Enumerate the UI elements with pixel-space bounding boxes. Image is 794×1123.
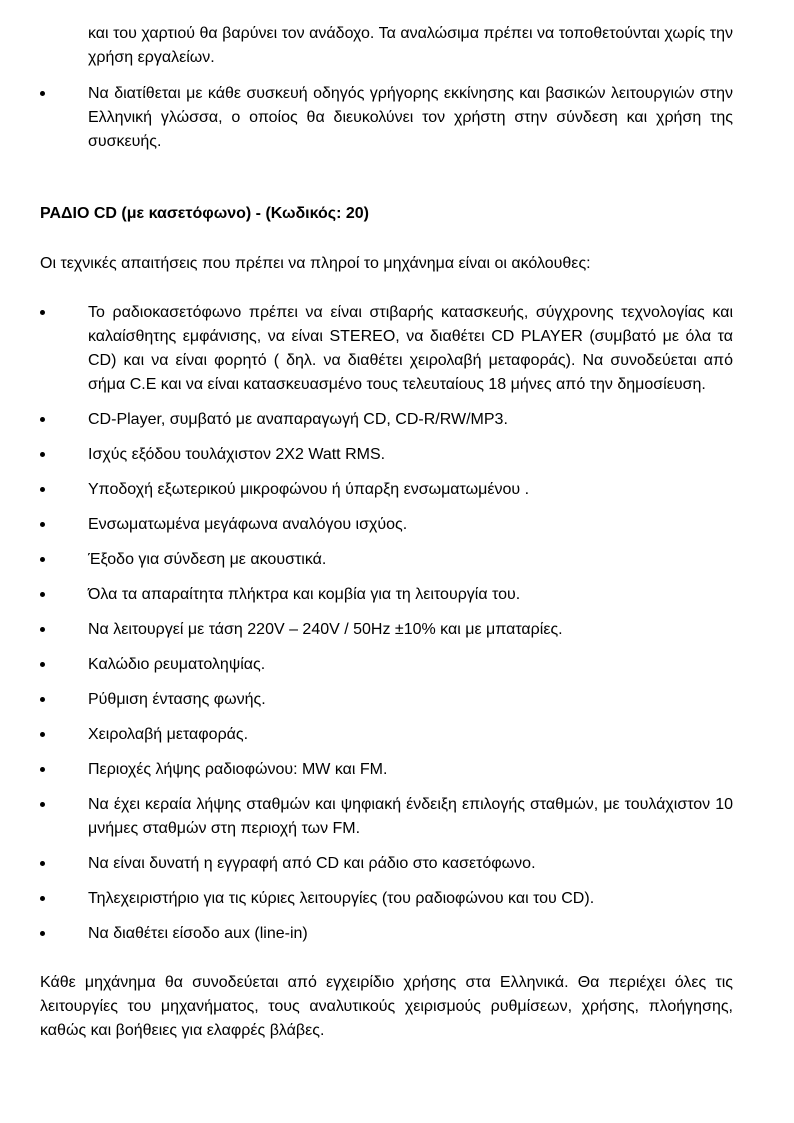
continued-bullet-text: και του χαρτιού θα βαρύνει τον ανάδοχο. Τα αναλώσιμα πρέπει να τοποθετούνται χωρίς την χρήση εργαλείων. [88, 25, 733, 66]
bullet-item-quick-guide [40, 82, 733, 154]
bullet-icon [40, 452, 45, 457]
list-item: Το ραδιοκασετόφωνο πρέπει να είναι στιβαρής κατασκευής, σύγχρονης τεχνολογίας και καλαίσθητης εμφάνισης, να είναι STEREO, να διαθέτει CD PLAYER (συμβατό με όλα τα CD) και να είναι φορητό ( δηλ. να διαθέτει χειρολαβή μεταφοράς). Να συνοδεύεται από σήμα C.E και να είναι κατασκευασμένο τους τελευταίους 18 μήνες από την δημοσίευση. [40, 301, 733, 397]
list-item: Να έχει κεραία λήψης σταθμών και ψηφιακή ένδειξη επιλογής σταθμών, με τουλάχιστον 10 μνήμες σταθμών στη περιοχή των FM. [40, 793, 733, 841]
document-page [40, 22, 733, 1043]
requirements-list [40, 301, 733, 946]
list-item: CD-Player, συμβατό με αναπαραγωγή CD, CD-R/RW/MP3. [40, 408, 733, 432]
bullet-icon [40, 861, 45, 866]
bullet-text: Να διατίθεται με κάθε συσκευή οδηγός γρήγορης εκκίνησης και βασικών λειτουργιών στην Ελληνική γλώσσα, ο οποίος θα διευκολύνει τον χρήστη στην σύνδεση και χρήση της συσκευής. [88, 85, 733, 150]
lead-paragraph: Οι τεχνικές απαιτήσεις που πρέπει να πληροί το μηχάνημα είναι οι ακόλουθες: [40, 255, 591, 272]
bullet-icon [40, 931, 45, 936]
list-item: Περιοχές λήψης ραδιοφώνου: MW και FM. [40, 758, 733, 782]
list-item: Καλώδιο ρευματοληψίας. [40, 653, 733, 677]
bullet-icon [40, 487, 45, 492]
bullet-icon [40, 896, 45, 901]
bullet-icon [40, 732, 45, 737]
list-item: Να διαθέτει είσοδο aux (line-in) [40, 922, 733, 946]
bullet-icon [40, 802, 45, 807]
list-item: Υποδοχή εξωτερικού μικροφώνου ή ύπαρξη ενσωματωμένου . [40, 478, 733, 502]
list-item: Να είναι δυνατή η εγγραφή από CD και ράδιο στο κασετόφωνο. [40, 852, 733, 876]
list-item: Χειρολαβή μεταφοράς. [40, 723, 733, 747]
section-heading: ΡΑΔΙΟ CD (με κασετόφωνο) - (Κωδικός: 20) [40, 205, 370, 222]
list-item: Να λειτουργεί με τάση 220V – 240V / 50Hz ±10% και με μπαταρίες. [40, 618, 733, 642]
list-item: Έξοδο για σύνδεση με ακουστικά. [40, 548, 733, 572]
bullet-icon [40, 592, 45, 597]
list-item: Όλα τα απαραίτητα πλήκτρα και κομβία για τη λειτουργία του. [40, 583, 733, 607]
bullet-icon [40, 557, 45, 562]
list-item: Ισχύς εξόδου τουλάχιστον 2X2 Watt RMS. [40, 443, 733, 467]
list-item: Ρύθμιση έντασης φωνής. [40, 688, 733, 712]
closing-paragraph: Κάθε μηχάνημα θα συνοδεύεται από εγχειρίδιο χρήσης στα Ελληνικά. Θα περιέχει όλες τις λειτουργίες του μηχανήματος, τους αναλυτικούς χειρισμούς ρυθμίσεων, χρήσης, πλοήγησης, καθώς και βοήθειες για ελαφρές βλάβες. [40, 974, 733, 1039]
list-item: Τηλεχειριστήριο για τις κύριες λειτουργίες (του ραδιοφώνου και του CD). [40, 887, 733, 911]
bullet-icon [40, 767, 45, 772]
bullet-icon [40, 310, 45, 315]
bullet-icon [40, 417, 45, 422]
bullet-icon [40, 627, 45, 632]
bullet-icon [40, 697, 45, 702]
bullet-icon [40, 91, 45, 96]
list-item: Ενσωματωμένα μεγάφωνα αναλόγου ισχύος. [40, 513, 733, 537]
bullet-icon [40, 662, 45, 667]
bullet-icon [40, 522, 45, 527]
